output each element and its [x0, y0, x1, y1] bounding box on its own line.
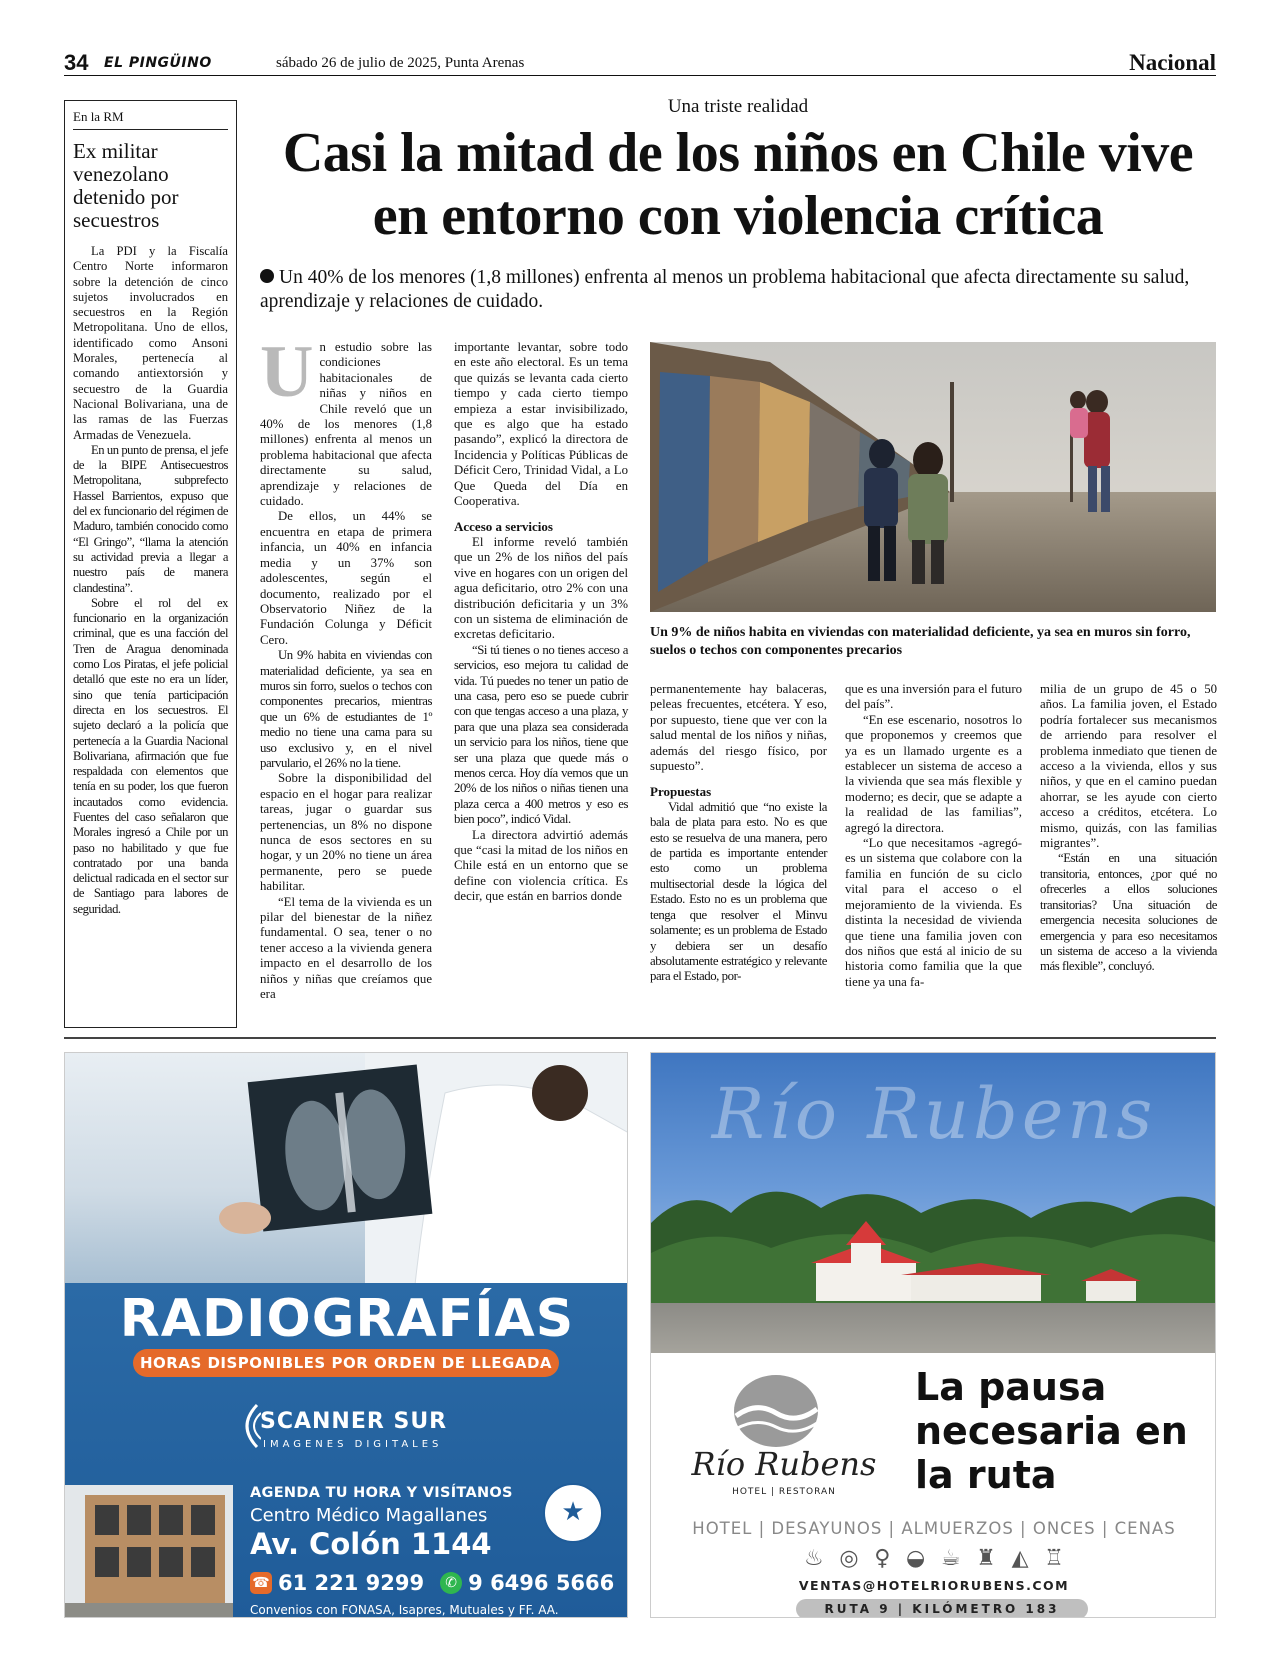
article-column-1	[260, 331, 432, 1002]
plate-icon: ◎	[839, 1546, 859, 1571]
ad-route: RUTA 9 | KILÓMETRO 183	[796, 1599, 1088, 1618]
cake-icon: ♨	[804, 1546, 824, 1571]
ad-subtitle: HORAS DISPONIBLES POR ORDEN DE LLEGADA	[133, 1349, 559, 1377]
xray-doctor-illustration	[215, 1053, 628, 1285]
ad-scanner-sur[interactable]	[64, 1052, 628, 1618]
article-deck	[260, 266, 1216, 314]
article-paragraph: “Lo que necesitamos -agregó- es un sistema que colabore con la familia en función de su ciclo vital para el acceso o el mejoramiento de la vivienda. Es distinta la necesidad de vivienda que tiene una familia joven con dos niños que está al inicio de su historia como familia que la que tiene ya una fa-	[845, 836, 1022, 989]
service-icons	[804, 1546, 1064, 1571]
beer-icon: ♖	[1044, 1546, 1064, 1571]
section-divider	[64, 1037, 1216, 1039]
scanner-logo-icon	[235, 1401, 261, 1451]
ad-title: RADIOGRAFÍAS	[119, 1289, 575, 1349]
article-paragraph: Un 9% habita en viviendas con materialidad deficiente, ya sea en muros sin forro, suelos o techos con componentes precarios, mientras que un 6% de estudiantes de 1º medio no tiene una cama para su uso exclusivo y, en el nivel parvulario, el 26% no la tiene.	[260, 648, 432, 770]
rio-rubens-logo-sub: HOTEL | RESTORAN	[732, 1487, 836, 1497]
drop-cap: U	[260, 331, 314, 413]
bullet-icon	[260, 269, 274, 283]
sidebar-brief	[64, 100, 237, 1028]
article-column-2	[454, 340, 628, 905]
section-name: Nacional	[1129, 50, 1216, 75]
article-paragraph: “Están en una situación transitoria, entonces, ¿por qué no ofrecerles a ellos soluciones transitorias? Una situación de emergencia necesita soluciones de emergencia y para eso necesitamos un sistema de acceso a la vivienda más flexible”, concluyó.	[1040, 851, 1217, 974]
burger-icon: ◒	[906, 1546, 926, 1571]
article-paragraph: milia de un grupo de 45 o 50 años. La familia joven, el Estado podría fortalecer sus mecanismos de arriendo para resolver el problema inmediato que tienen de acceso a la vivienda, ellos y sus niños, y que en el camino puedan ahorrar, se les ayude con cierto acceso a créditos, etcétera. Lo mismo, quizás, con las familias migrantes”.	[1040, 682, 1217, 851]
ad-slogan: La pausa necesaria en la ruta	[915, 1365, 1188, 1497]
ad-centro: Centro Médico Magallanes	[250, 1505, 488, 1526]
article-column-4	[845, 682, 1022, 990]
drink-icon: ♀	[874, 1546, 891, 1571]
article-column-3	[650, 682, 827, 985]
article-paragraph: importante levantar, sobre todo en este año electoral. Es un tema que quizás se levanta cada cierto tiempo y cada cierto tiempo empieza a estar invisibilizado, que es algo que ha estado pasando”, explicó la directora de Incidencia y Políticas Públicas de Déficit Cero, Trinidad Vidal, a Lo Que Queda del Día en Cooperativa.	[454, 340, 628, 509]
dateline: sábado 26 de julio de 2025, Punta Arenas	[276, 55, 525, 71]
ad-brand: SCANNER SUR	[260, 1409, 448, 1434]
subhead-propuestas: Propuestas	[650, 784, 712, 800]
article-paragraph: “El tema de la vivienda es un pilar del bienestar de la niñez fundamental. O sea, tener o no tener acceso a la vivienda genera impacto en el desarrollo de los niños y niñas que creíamos que era	[260, 894, 432, 1002]
article-paragraph: permanentemente hay balaceras, peleas frecuentes, etcétera. Y eso, por supuesto, tiene que ver con la salud mental de los niños y niñas, además del riesgo físico, por supuesto”.	[650, 682, 827, 774]
coffee-icon: ☕	[940, 1546, 961, 1571]
article-paragraph: “Si tú tienes o no tienes acceso a servicios, eso mejora tu calidad de vida. Tú puedes no tener un patio de una casa, pero eso se puede cubrir con que tengas acceso a una plaza, y para que una plaza sea considerada un servicio para los niños, tiene que ser una plaza que quede más o menos cerca. Hoy día vemos que un 20% de los niños o niñas tienen una plaza cerca a 400 metros y eso es bien poco”, indicó Vidal.	[454, 642, 628, 827]
sidebar-kicker: En la RM	[73, 109, 228, 130]
article-paragraph: El informe reveló también que un 2% de los niños del país vive en hogares con un origen del agua deficitario, otro 2% con una distribución deficitaria y un 3% con un sistema de eliminación de excretas deficitario.	[454, 534, 628, 642]
ad-watermark: Río Rubens	[711, 1073, 1157, 1155]
photo-caption: Un 9% de niños habita en viviendas con materialidad deficiente, ya sea en muros sin forro, suelos o techos con componentes precarios	[650, 625, 1191, 658]
sidebar-title: Ex militar venezolano detenido por secuestros	[73, 139, 179, 232]
article-paragraph: Vidal admitió que “no existe la bala de plata para esto. No es que esto se resuelva de una manera, pero de partida es importante entender esto como un problema multisectorial desde la lógica del Estado. Esto no es un problema que tenga que resolver el Minvu solamente; es un problema de Estado y debiera ser un desafío absolutamente estratégico y relevante para el Estado, por-	[650, 799, 827, 984]
sidebar-paragraph: La PDI y la Fiscalía Centro Norte informaron sobre la detención de cinco sujetos involucrados en secuestros en la Región Metropolitana. Uno de ellos, identificado como Ansoni Morales, pertenecía al comando antiextorsión y secuestro de la Guardia Nacional Bolivariana, una de las ramas de las Fuerzas Armadas de Venezuela.	[73, 244, 228, 442]
accreditation-seal-icon	[543, 1483, 603, 1543]
phone-number[interactable]: 61 221 9299	[278, 1571, 425, 1595]
article-photo	[650, 342, 1216, 612]
building-photo	[65, 1485, 233, 1618]
page-header	[64, 50, 1216, 76]
ad-brand-sub: IMAGENES DIGITALES	[263, 1439, 443, 1450]
newspaper-logo: EL PINGÜINO	[104, 55, 212, 71]
article-paragraph: que es una inversión para el futuro del país”.	[845, 682, 1022, 712]
deck-text: Un 40% de los menores (1,8 millones) enfrenta al menos un problema habitacional que afecta directamente su salud, aprendizaje y relaciones de cuidado.	[260, 267, 1190, 312]
article-paragraph: n estudio sobre las condiciones habitacionales de niñas y niños en Chile reveló que un 40% de los menores (1,8 millones) enfrenta al menos un problema habitacional que afecta directamente su salud, aprendizaje y relaciones de cuidado.	[260, 340, 432, 509]
page-number: 34	[64, 50, 89, 75]
ad-ground	[651, 1303, 1216, 1353]
subhead-acceso: Acceso a servicios	[454, 519, 553, 535]
article-paragraph: La directora advirtió además que “casi la mitad de los niños en Chile está en un entorno que se define con violencia crítica. Es decir, que están en barrios donde	[454, 827, 628, 904]
article-column-5	[1040, 682, 1217, 975]
whatsapp-number[interactable]: 9 6496 5666	[468, 1571, 615, 1595]
ad-agenda: AGENDA TU HORA Y VISÍTANOS	[250, 1485, 513, 1501]
ad-rio-rubens[interactable]	[650, 1052, 1216, 1618]
ad-address: Av. Colón 1144	[250, 1527, 492, 1561]
bottles-icon: ♜	[976, 1546, 997, 1571]
rio-rubens-logo-icon	[731, 1371, 821, 1451]
phone-icon: ☎	[250, 1572, 272, 1594]
children-street-photo	[650, 342, 1216, 612]
ad-convenios: Convenios con FONASA, Isapres, Mutuales y FF. AA.	[250, 1603, 559, 1617]
sidebar-paragraph: Sobre el rol del ex funcionario en la organización criminal, que es una facción del Tren de Aragua denominada como Los Piratas, el jefe policial detalló que este no era un líder, sino que tenía participación directa en los secuestros. El sujeto declaró a la policía que pertenecía a la Guardia Nacional Bolivariana, afirmación que fue respaldada con elementos que tenía en su poder, los que fueron incautados como evidencia. Fuentes del caso señalaron que Morales ingresó a Chile por un paso no habilitado y que fue contratado por una banda delictual radicada en el sector sur de Santiago para labores de seguridad.	[73, 595, 228, 916]
article-headline: Casi la mitad de los niños en Chile vive en entorno con violencia crítica	[282, 122, 1194, 247]
whatsapp-icon: ✆	[440, 1572, 462, 1594]
ad-services: HOTEL | DESAYUNOS | ALMUERZOS | ONCES | CENAS	[692, 1519, 1176, 1538]
article-kicker: Una triste realidad	[667, 96, 809, 117]
ad-phones	[250, 1571, 614, 1595]
sidebar-paragraph: En un punto de prensa, el jefe de la BIPE Antisecuestros Metropolitana, subprefecto Hassel Barrientos, expuso que del ex funcionario del régimen de Maduro, también conocido como “El Gringo”, “llama la atención su actividad previa a llegar a nuestro país de manera clandestina”.	[73, 442, 228, 595]
article-paragraph: “En ese escenario, nosotros lo que proponemos y creemos que ya es un llamado urgente es a establecer un sistema de acceso a la vivienda que sea más flexible y moderno; es decir, que se adapte a la realidad de las familias”, agregó la directora.	[845, 712, 1022, 835]
sandwich-icon: ◭	[1011, 1546, 1029, 1571]
ad-email[interactable]: VENTAS@HOTELRIORUBENS.COM	[798, 1578, 1070, 1593]
article-paragraph: De ellos, un 44% se encuentra en etapa de primera infancia, un 40% en infancia media y un 37% son adolescentes, según el documento, realizado por el Observatorio Niñez de la Fundación Colunga y Déficit Cero.	[260, 509, 432, 647]
rio-rubens-logo-name: Río Rubens	[691, 1445, 877, 1483]
article-paragraph: Sobre la disponibilidad del espacio en el hogar para realizar tareas, jugar o guardar sus pertenencias, un 8% no dispone nunca de esos sectores en su hogar, y un 20% no tiene un área permanente, pero se puede habilitar.	[260, 771, 432, 894]
